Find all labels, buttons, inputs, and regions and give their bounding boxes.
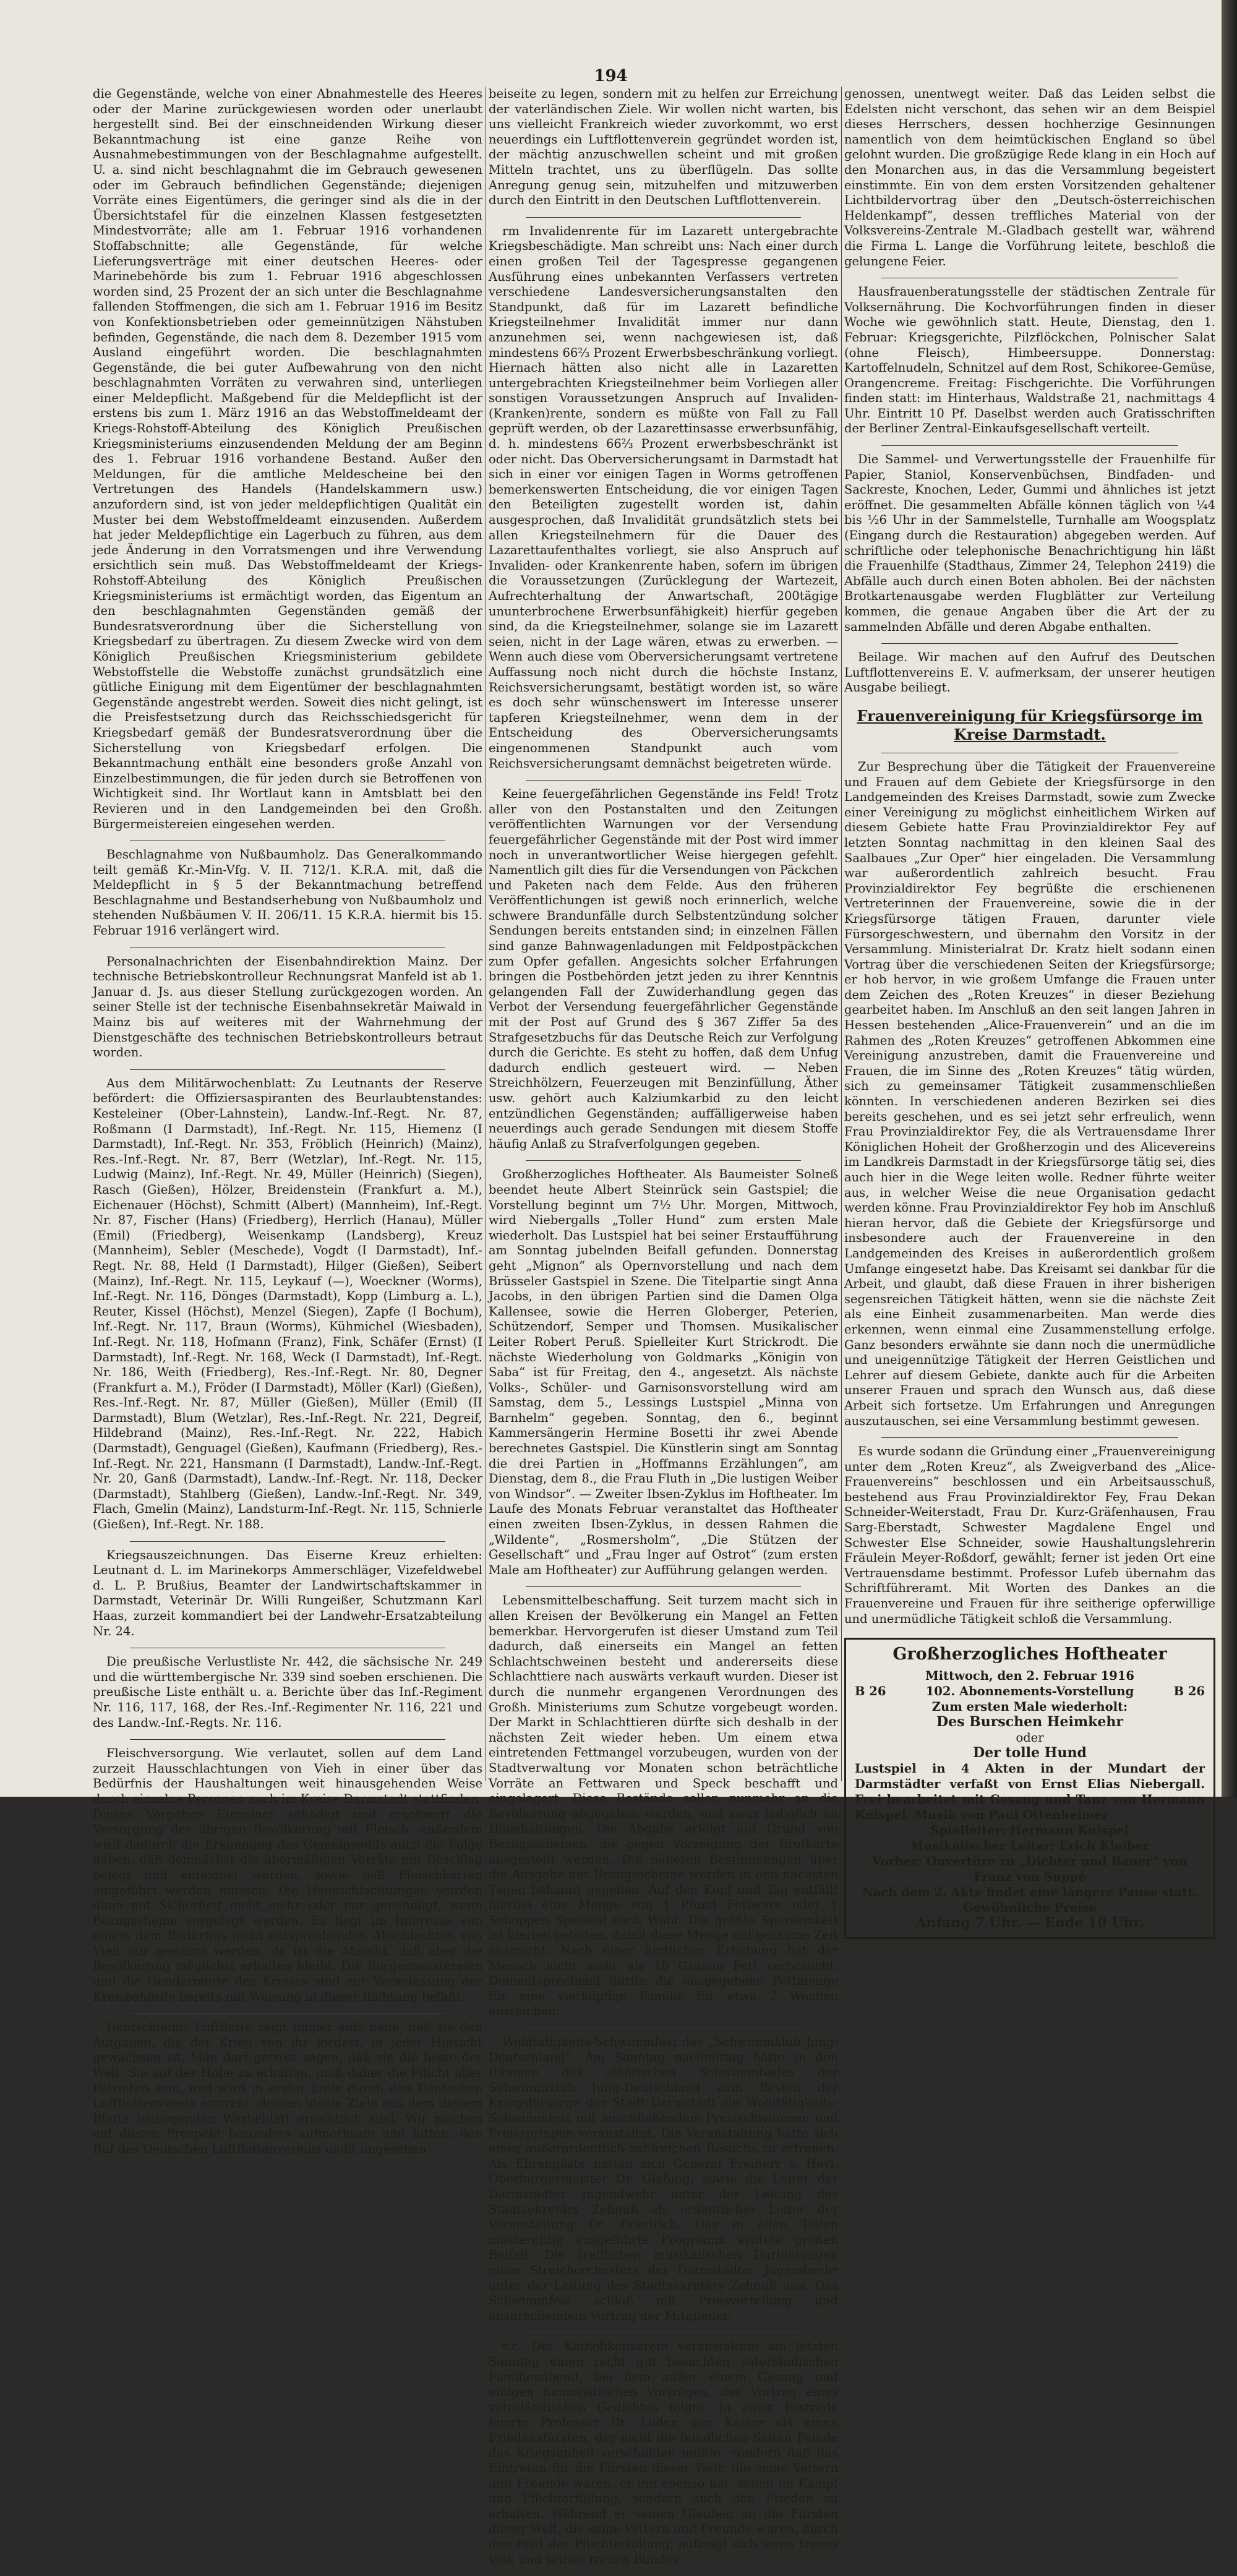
article-paragraph: Hausfrauenberatungsstelle der städtischen Zentrale für Volksernährung. Die Kochvorführungen finden in dieser Woche wie gewöhnlich statt. Heute, Dienstag, den 1. Februar: Kriegsgerichte, Pilzflöckchen, Polnischer Salat (ohne Fleisch), Himbeersuppe. Donnerstag: Kartoffelnudeln, Schnitzel auf dem Rost, Schikoree-Gemüse, Orangencreme. Freitag: Fischgerichte. Die Vorführungen finden statt: im Hinterhaus, Waldstraße 21, nachmittags 4 Uhr. Eintritt 10 Pf. Daselbst werden auch Gratisschriften der Berliner Zentral-Einkaufsgesellschaft verteilt. xyxy=(844,285,1215,436)
article-paragraph: Kriegsauszeichnungen. Das Eiserne Kreuz erhielten: Leutnant d. L. im Marinekorps Ammerschläger, Vizefeldwebel d. L. P. Brußius, Beamter der Landwirtschaftskammer in Darmstadt, Veterinär Dr. Willi Rungeißer, Schutzmann Karl Haas, zurzeit kommandiert bei der Landwehr-Ersatzabteilung Nr. 24. xyxy=(93,1547,482,1638)
article-separator xyxy=(130,2013,445,2014)
article-separator xyxy=(130,1739,445,1740)
theater-or: oder xyxy=(1016,1731,1044,1745)
article-paragraph: Personalnachrichten der Eisenbahndirektion Mainz. Der technische Betriebskontrolleur Rechnungsrat Manfeld ist ab 1. Januar d. Js. aus dieser Stellung zurückgezogen worden. An seiner Stelle ist der technische Eisenbahnsekretär Maiwald in Mainz bis auf weiteres mit der Wahrnehmung der Dienstgeschäfte des technischen Betriebskontrolleurs betraut worden. xyxy=(93,954,482,1060)
article-paragraph: genossen, unentwegt weiter. Daß das Leiden selbst die Edelsten nicht verschont, das sehen wir an dem Beispiel dieses Herrschers, dessen hochherzige Gesinnungen namentlich von dem heimtückischen England so übel gelohnt wurden. Die großzügige Rede klang in ein Hoch auf den Monarchen aus, in das die Versammlung begeistert einstimmte. Ein von dem ersten Vorsitzenden gehaltener Lichtbildervortrag über den „Deutsch-österreichischen Heldenkampf“, dessen treffliches Material von der Volksvereins-Zentrale M.-Gladbach gestellt war, während die Firma L. Lange die Vorführung leitete, beschloß die gelungene Feier. xyxy=(844,87,1215,268)
theater-music-director: Musikalischer Leiter: Erich Kleiber xyxy=(910,1839,1150,1854)
theater-director: Spielleiter: Hermann Knispel xyxy=(930,1823,1129,1838)
theater-title: Großherzogliches Hoftheater xyxy=(892,1645,1167,1664)
column-1 xyxy=(93,87,482,2166)
article-paragraph: rm Invalidenrente für im Lazarett untergebrachte Kriegsbeschädigte. Man schreibt uns: Nach einer durch einen großen Teil der Tagespresse gegangenen Ausführung eines unbekannten Verfassers vertreten verschiedene Landesversicherungsanstalten den Standpunkt, daß für im Lazarett befindliche Kriegsteilnehmer Invalidität immer nur dann anzunehmen sei, wenn nachgewiesen ist, daß mindestens 66⅔ Prozent Erwerbsbeschränkung vorliegt. Hiernach hätten also nicht alle in Lazaretten untergebrachten Kriegsteilnehmer beim Vorliegen aller sonstigen Voraussetzungen Anspruch auf Invaliden-(Kranken)rente, sondern es müßte von Fall zu Fall geprüft werden, ob der Lazarettinsasse erwerbsunfähig, d. h. mindestens 66⅔ Prozent erwerbsbeschränkt ist oder nicht. Das Oberversicherungsamt in Darmstadt hat sich in einer vor einigen Tagen in Worms getroffenen bemerkenswerten Entscheidung, die vor einigen Tagen den Beteiligten zugestellt worden ist, dahin ausgesprochen, daß Invalidität grundsätzlich stets bei allen Kriegsteilnehmern für die Dauer des Lazarettaufenthaltes vorliegt, sie also Anspruch auf Invaliden- oder Krankenrente haben, sofern im übrigen die Voraussetzungen (Zurücklegung der Wartezeit, Aufrechterhaltung der Anwartschaft, 200tägige ununterbrochene Erwerbsunfähigkeit) hierfür gegeben sind, da die Kriegsteilnehmer, solange sie im Lazarett seien, nicht in der Lage wären, etwas zu erwerben. — Wenn auch diese vom Oberversicherungsamt vertretene Auffassung noch nicht durch die höchste Instanz, Reichsversicherungsamt, bestätigt worden ist, so wäre es doch sehr wünschenswert im Interesse unserer tapferen Kriegsteilnehmer, wenn dem in der Entscheidung des Oberversicherungsamts eingenommenen Standpunkt auch vom Reichsversicherungsamt demnächst beigetreten würde. xyxy=(489,223,838,771)
article-paragraph: Deutschlands Luftflotte zeigt immer aufs neue, daß sie den Aufgaben, die der Krieg von ihr fordert, in jeder Hinsicht gewachsen ist. Man darf getrost sagen, daß sie die beste der Welt. Sie auf der Höhe zu erhalten, muß daher die Pflicht aller Patrioten sein, und wird in erster Linie durch den Deutschen Luftflottenverein erstrebt, dessen ideale Ziele aus dem diesem Blatte beiliegenden Werbeblatt ersichtlich sind. Wir machen auf diesen Prospekt besonders aufmerksam und bitten, den Ruf des Deutschen Luftflottenvereins nicht ungesehen xyxy=(93,2020,482,2156)
article-separator xyxy=(881,1437,1178,1438)
theater-prices: Gewöhnliche Preise xyxy=(963,1901,1097,1915)
article-separator xyxy=(526,1160,801,1161)
article-paragraph: v.c. Der Katholikenverein veranstaltete am letzten Sonntag einen recht gut besuchten vaterländischen Familienabend, bei dem außer einem Gesang und einigen humoristischen Vorträgen, der Vortrag eines vaterländischen Gedichtes folgte. In einer Festrede feierte Professor Dr. Lüden den Kaiser als einen Friedensfürsten, der nicht die feindlichen Seiten Feinde das Kriegsunheil verschulden mußte, sondern daß das Eintreten für die Fürsten dieser Welt, die seine Vettern und Freunde waren, er ihn ebenso hat, sehen im Kampf und Pflichterfüllung, sondern auch den Frieden zu erhalten. Während er seinen Glauben an die Fürsten dieser Welt, die seine Vettern und Freunde waren, durch den Pfad der Pflichterfüllung, aufzeigt sich seine treues Volk und seinen treuen Bundes- xyxy=(489,2339,838,2567)
theater-date: Mittwoch, den 2. Februar 1916 xyxy=(925,1669,1134,1684)
article-paragraph: Keine feuergefährlichen Gegenstände ins Feld! Trotz aller von den Postanstalten und den Zeitungen veröffentlichten Warnungen vor der Versendung feuergefährlicher Gegenstände mit der Post wird immer noch in unverantwortlicher Weise hiergegen gefehlt. Namentlich gilt dies für die Versendungen von Päckchen und Paketen nach dem Felde. Aus den früheren Veröffentlichungen ist gewiß noch erinnerlich, welche schwere Brandunfälle durch Selbstentzündung solcher Sendungen bereits entstanden sind; in einzelnen Fällen sind ganze Bahnwagenladungen mit Feldpostpäckchen zum Opfer gefallen. Angesichts solcher Erfahrungen bringen die Postbehörden jetzt jeden zu ihrer Kenntnis gelangenden Fall der Zuwiderhandlung gegen das Verbot der Versendung feuergefährlicher Gegenstände mit der Post auf Grund des § 367 Ziffer 5a des Strafgesetzbuchs für das Deutsche Reich zur Verfolgung durch die Gerichte. Es steht zu hoffen, daß dem Unfug dadurch endlich gesteuert wird. — Neben Streichhölzern, Feuerzeugen mit Benzinfüllung, Äther usw. gehört auch Kalziumkarbid zu den leicht entzündlichen Gegenständen; auffälligerweise haben neuerdings auch gerade Sendungen mit diesem Stoffe häufig Anlaß zu Strafverfolgungen gegeben. xyxy=(489,787,838,1151)
article-separator xyxy=(881,445,1178,446)
page-number: 194 xyxy=(594,67,628,85)
theater-pause: Nach dem 2. Akte findet eine längere Pause statt. xyxy=(862,1885,1198,1900)
article-separator xyxy=(526,217,801,218)
theater-repeat: Zum ersten Male wiederholt: xyxy=(931,1700,1128,1714)
article-paragraph: Zur Besprechung über die Tätigkeit der Frauenvereine und Frauen auf dem Gebiete der Kriegsfürsorge in den Landgemeinden des Kreises Darmstadt, sowie zum Zwecke einer Vereinigung zu möglichst einheitlichem Wirken auf diesem Gebiete hatte Frau Provinzialdirektor Fey auf letzten Sonntag nachmittag in den kleinen Saal des Saalbaues „Zur Oper“ hier eingeladen. Die Versammlung war außerordentlich zahlreich besucht. Frau Provinzialdirektor Fey begrüßte die erschienenen Vertreterinnen der Frauenvereine, sowie die in der Kriegsfürsorge tätigen Frauen, darunter viele Fürsorgeschwestern, und übernahm den Vorsitz in der Versammlung. Ministerialrat Dr. Kratz hielt sodann einen Vortrag über die verschiedenen Seiten der Kriegsfürsorge; er hob hervor, in wie großem Umfange die Frauen unter dem Zeichen des „Roten Kreuzes“ in dieser Beziehung gearbeitet haben. Im Anschluß an den seit langen Jahren in Hessen bestehenden „Alice-Frauenverein“ und an die im Rahmen des „Roten Kreuzes“ getroffenen Abkommen eine Vereinigung anzustreben, damit die Frauenvereine und Frauen, die im Sinne des „Roten Kreuzes“ tätig würden, sich zu gemeinsamer Tätigkeit zusammenschließen könnten. In verschiedenen anderen Bezirken sei dies bereits geschehen, und es sei jetzt sehr erfreulich, wenn Frau Provinzialdirektor Fey, die als Vertrauensdame Ihrer Königlichen Hoheit der Großherzogin und des Alicevereins im Landkreis Darmstadt in der Kriegsfürsorge tätig sei, dies auch hier in die Wege leiten wolle. Redner führte weiter aus, in welcher Weise die neue Organisation gedacht werden könne. Frau Provinzialdirektor Fey hob im Anschluß hieran hervor, daß die Gebiete der Kriegsfürsorge und insbesondere auch der Frauenvereine in den Landgemeinden des Kreises in außerordentlich großem Umfange eingesetzt habe. Das Kreisamt sei dankbar für die Arbeit, und glaubt, daß diese Frauen in ihrer bisherigen segensreichen Tätigkeit hätten, wenn sie die nächste Zeit als eine Einheit zusammenarbeiten. Man werde dies erkennen, wenn einmal eine Zusammenstellung erfolge. Ganz besonders erwähnte sie dann noch die unermüdliche und uneigennützige Tätigkeit der Herren Geistlichen und Lehrer auf diesem Gebiete, dankte auch für die Arbeiten unserer Frauen und sprach den Wunsch aus, daß diese Arbeit sich fortsetze. Um Erfahrungen und Anregungen auszutauschen, sei eine Versammlung bestimmt gewesen. xyxy=(844,759,1215,1428)
column-3 xyxy=(844,87,1215,1939)
theater-announcement xyxy=(844,1638,1215,1939)
theater-description: Lustspiel in 4 Akten in der Mundart der Darmstädter verfaßt von Ernst Elias Niebergall. Frei bearbeitet mit Gesang und Tanz von Hermann Knispel. Musik von Paul Ottenheimer xyxy=(855,1761,1205,1823)
article-paragraph: Wohltätigkeits-Schwimmfest des „Schwimmklub Jung-Deutschland“. Am Sonntag nachmittag hatte in den Räumen des städtischen Schwimmbades der Schwimmklub Jung-Deutschland zum Besten der Kriegsfürsorge der Stadt Darmstadt ein Wohltätigkeits-Schwimmfest mit anschließendem Preisschwimmen und Preisspringen veranstaltet. Die Veranstaltung hatte sich eines außerordentlich zahlreichen Besuchs zu erfreuen. Als Ehrengäste hatten sich General Freiherr v. Heyl, Oberbürgermeister Dr. Gläßing, sowie die Leiter der Darmstädter Jugendwehr unter der Leitung des Stadtsekretärs Zehnuß als ordentlicher Leiter der Veranstaltung Dr. Friedrich. Das in allen Teilen mustergiltig ausgeführte Programm erntete großen Beifall. Die trefflichen musikalischen Darbietungen eines Streichorchesters der Darmstädter Jugendwehr unter der Leitung des Stadtsekretärs Zehnuß usw. Das Schwimmfest schloß mit Preisverteilung und ansprechendem Vortrag der Mitglieder. xyxy=(489,2035,838,2323)
article-separator xyxy=(526,2028,801,2029)
theater-series-row xyxy=(855,1684,1205,1699)
article-paragraph: Aus dem Militärwochenblatt: Zu Leutnants der Reserve befördert: die Offiziersaspiranten des Beurlaubtenstandes: Kesteleiner (Ober-Lahnstein), Landw.-Inf.-Regt. Nr. 87, Roßmann (I Darmstadt), Inf.-Regt. Nr. 115, Hiemenz (I Darmstadt), Inf.-Regt. Nr. 353, Fröblich (Heinrich) (Mainz), Res.-Inf.-Regt. Nr. 87, Berr (Wetzlar), Inf.-Regt. Nr. 115, Ludwig (Mainz), Inf.-Regt. Nr. 49, Müller (Heinrich) (Siegen), Rasch (Gießen), Hölzer, Breidenstein (Frankfurt a. M.), Eichenauer (Höchst), Schmitt (Albert) (Mannheim), Inf.-Regt. Nr. 87, Fischer (Hans) (Friedberg), Herrlich (Hanau), Müller (Emil) (Friedberg), Weisenkamp (Landsberg), Kreuz (Mannheim), Sebler (Meschede), Vogdt (I Darmstadt), Inf.-Regt. Nr. 88, Held (I Darmstadt), Hilger (Gießen), Seibert (Mainz), Inf.-Regt. Nr. 115, Leykauf (—), Woeckner (Worms), Inf.-Regt. Nr. 116, Dönges (Darmstadt), Kopp (Limburg a. L.), Reuter, Kissel (Höchst), Menzel (Siegen), Zapfe (I Bochum), Inf.-Regt. Nr. 117, Braun (Worms), Kühmichel (Wiesbaden), Inf.-Regt. Nr. 118, Hofmann (Franz), Fink, Schäfer (Ernst) (I Darmstadt), Inf.-Regt. Nr. 168, Weck (I Darmstadt), Inf.-Regt. Nr. 186, Weith (Friedberg), Res.-Inf.-Regt. Nr. 80, Degner (Frankfurt a. M.), Fröder (I Darmstadt), Möller (Karl) (Gießen), Res.-Inf.-Regt. Nr. 87, Müller (Gießen), Müller (Emil) (II Darmstadt), Blum (Wetzlar), Res.-Inf.-Regt. Nr. 221, Degreif, Hildebrand (Mainz), Res.-Inf.-Regt. Nr. 222, Habich (Darmstadt), Genguagel (Gießen), Kaufmann (Friedberg), Res.-Inf.-Regt. Nr. 221, Hansmann (I Darmstadt), Landw.-Inf.-Regt. Nr. 20, Ganß (Darmstadt), Landw.-Inf.-Regt. Nr. 118, Decker (Darmstadt), Stahlberg (Gießen), Landw.-Inf.-Regt. Nr. 349, Flach, Gmelin (Mainz), Landsturm-Inf.-Regt. Nr. 115, Schnierle (Gießen), Inf.-Regt. Nr. 188. xyxy=(93,1076,482,1532)
article-paragraph: die Gegenstände, welche von einer Abnahmestelle des Heeres oder der Marine zurückgewiesen worden oder unerlaubt hergestellt sind. Bei der einschneidenden Wirkung dieser Bekanntmachung ist eine ganze Reihe von Ausnahmebestimmungen von der Beschlagnahme aufgestellt. U. a. sind nicht beschlagnahmt die im Gebrauch gewesenen oder im Gebrauch befindlichen Gegenstände; diejenigen Vorräte eines Eigentümers, die geringer sind als die in der Übersichtstafel für die einzelnen Klassen festgesetzten Mindestvorräte; alle am 1. Februar 1916 vorhandenen Stoffabschnitte; alle Gegenstände, für welche Lieferungsverträge mit einer deutschen Heeres- oder Marinebehörde bis zum 1. Februar 1916 abgeschlossen worden sind, 25 Prozent der an sich unter die Beschlagnahme fallenden Stoffmengen, die sich am 1. Februar 1916 im Besitz von Konfektionsbetrieben oder gemeinnützigen Nähstuben befinden, Gegenstände, die nach dem 8. Dezember 1915 vom Ausland eingeführt worden. Die beschlagnahmten Gegenstände, die bei guter Aufbewahrung von den nicht beschlagnahmten Vorräten zu verwahren sind, unterliegen einer Meldepflicht. Maßgebend für die Meldepflicht ist der erstens bis zum 1. März 1916 an das Webstoffmeldeamt der Kriegs-Rohstoff-Abteilung des Königlich Preußischen Kriegsministeriums einzusendenden Meldung der am Beginn des 1. Februar 1916 vorhandene Bestand. Außer den Meldungen, für die amtliche Meldescheine bei den Vertretungen des Handels (Handelskammern usw.) anzufordern sind, ist von jeder meldepflichtigen Qualität ein Muster bei dem Webstoffmeldeamt einzusenden. Außerdem hat jeder Meldepflichtige ein Lagerbuch zu führen, aus dem jede Änderung in den Vorratsmengen und ihre Verwendung ersichtlich sein muß. Das Webstoffmeldeamt der Kriegs-Rohstoff-Abteilung des Königlich Preußischen Kriegsministeriums ist ermächtigt worden, das Eigentum an den beschlagnahmten Gegenständen gemäß der Bundesratsverordnung über die Sicherstellung von Kriegsbedarf zu übertragen. Zu diesem Zwecke wird von dem Königlich Preußischen Kriegsministerium gebildete Webstoffstelle die Webstoffe zunächst grundsätzlich eine gütliche Einigung mit dem Eigentümer der beschlagnahmten Gegenstände angestrebt werden. Soweit dies nicht gelingt, ist die Preisfestsetzung durch das Reichsschiedsgericht für Kriegsbedarf gemäß der Bundesratsverordnung über die Sicherstellung von Kriegsbedarf erfolgen. Die Bekanntmachung enthält eine besonders große Anzahl von Einzelbestimmungen, die für jeden durch sie Betroffenen von Wichtigkeit sind. Ihr Wortlaut kann in Amtsblatt bei den Revieren und in den Landgemeinden bei den Großh. Bürgermeistereien eingesehen werden. xyxy=(93,87,482,831)
binding-edge xyxy=(1222,0,1237,1797)
article-paragraph: Beilage. Wir machen auf den Aufruf des Deutschen Luftflottenvereins E. V. aufmerksam, der unserer heutigen Ausgabe beiliegt. xyxy=(844,650,1215,695)
theater-overture: Vorher: Ouvertüre zu „Dichter und Bauer“ von Franz von Suppé xyxy=(872,1854,1188,1885)
article-separator xyxy=(130,1069,445,1070)
theater-play-title: Des Burschen Heimkehr xyxy=(936,1714,1123,1731)
article-paragraph: Es wurde sodann die Gründung einer „Frauenvereinigung unter dem „Roten Kreuz“, als Zweigverband des „Alice-Frauenvereins“ beschlossen und ein Arbeitsausschuß, bestehend aus Frau Provinzialdirektor Fey, Frau Dekan Schneider-Weiterstadt, Frau Dr. Kurz-Gräfenhausen, Frau Sarg-Eberstadt, Schwester Magdalene Engel und Schwester Else Schneider, sowie Haushaltungslehrerin Fräulein Meyer-Roßdorf, gewählt; ferner ist jeden Ort eine Vertrauensdame bestimmt. Professor Lufeb übernahm das Schriftführeramt. Mit Worten des Dankes an die Frauenvereine und Frauen für ihre seitherige opferwillige und unermüdliche Tätigkeit schloß die Versammlung. xyxy=(844,1444,1215,1626)
article-separator xyxy=(130,1541,445,1542)
theater-times: Anfang 7 Uhr. — Ende 10 Uhr. xyxy=(915,1915,1144,1932)
article-paragraph: Lebensmittelbeschaffung. Seit turzem macht sich in allen Kreisen der Bevölkerung ein Mangel an Fetten bemerkbar. Hervorgerufen ist dieser Umstand zum Teil dadurch, daß einerseits ein Mangel an fetten Schlachtschweinen besteht und andererseits diese Schlachttiere nach auswärts verkauft wurden. Dieser ist durch die nunmehr ergangenen Verordnungen des Großh. Ministeriums zum Schutze vorgebeugt worden. Der Markt in Schlachttieren dürfte sich deshalb in der nächsten Zeit wieder heben. Um einem etwa eintretenden Fettmangel vorzubeugen, wurden von der Stadtverwaltung vor Monaten schon beträchtliche Vorräte an Fettwaren und Speck beschafft und eingelagert. Diese Bestände sollen nunmehr an die Bevölkerung abgegeben werden, und zwar lediglich an Haushaltungen. Die Abgabe erfolgt auf Grund von Bezugsscheinen, die gegen Vorzeigung der Brotkarte ausgestellt werden. Die näheren Bestimmungen über die Ausgabe der Bezugsscheine werden in den nächsten Tagen bekannt gegeben. Auf den Kopf und Tag entfällt hierbei eine Menge von 1 Pfund Fettware oder 1 Schoppen Speiseöl nach Wahl. Die größte Sparsamkeit ist hierbei geboten, damit diese Menge auf geraume Zeit ausreicht. Nach einer ärztlichen Erhebung hat der Mensch nicht mehr als 10 Gramm Fett verbraucht. Dementsprechend dürfte die ausgegebene Fettmenge für eine vierköpfige Familie für etwa 2 Wochen ausreichen. xyxy=(489,1593,838,2019)
article-paragraph: Fleischversorgung. Wie verlautet, sollen auf dem Land zurzeit Hausschlachtungen von Vieh in einer über das Bedürfnis der Haushaltungen weit hinausgehenden Weise durch einzelne Personen auch im Kreise Darmstadt stattfinden. Dieses Vorgehen Einzelner schädigt und erschwert die Versorgung der übrigen Bevölkerung mit Fleisch; außerdem wird dadurch die Erkennung des Gemeinwohls auch die Folge haben, daß demnächst die übermäßigen Vorräte mit Beschlag belegt und enteignet werden, sowie daß Fleischkarten eingeführt werden müssen. Die Hausschlachtungen würden dann mit Sicherheit nicht mehr oder nur genehmigt, wenn Bezugscheine vorgelegt werden. Es liegt im Interesse von einem dem Bedürfnis nicht entsprechenden Abschlachten von Vieh nur gewarnt werden, da ist die Absicht, daß aber die Bevölkerung möglichst erhalten bleibt. Die Bürgermeistereien und die Gendarmerie des Kreises sind zur Veranlassung der Kreisbehörde bereits mit Weisung in dieser Richtung befaßt. xyxy=(93,1746,482,2004)
article-paragraph: Die preußische Verlustliste Nr. 442, die sächsische Nr. 249 und die württembergische Nr. 339 sind soeben erschienen. Die preußische Liste enthält u. a. Berichte über das Inf.-Regiment Nr. 116, 117, 168, der Res.-Inf.-Regimenter Nr. 116, 221 und des Landw.-Inf.-Regts. Nr. 116. xyxy=(93,1654,482,1730)
article-separator xyxy=(526,2332,801,2333)
theater-play-subtitle: Der tolle Hund xyxy=(973,1745,1087,1761)
theater-series-center: 102. Abonnements-Vorstellung xyxy=(925,1684,1134,1699)
article-separator xyxy=(881,643,1178,644)
article-paragraph: Großherzogliches Hoftheater. Als Baumeister Solneß beendet heute Albert Steinrück sein Gastspiel; die Vorstellung beginnt um 7½ Uhr. Morgen, Mittwoch, wird Niebergalls „Toller Hund“ zum ersten Male wiederholt. Das Lustspiel hat bei seiner Erstaufführung am Sonntag jubelnden Beifall gefunden. Donnerstag geht „Mignon“ als Opernvorstellung und nach dem Brüsseler Gastspiel in Szene. Die Titelpartie singt Anna Jacobs, in den übrigen Partien sind die Damen Olga Kallensee, sowie die Herren Globerger, Peterien, Schützendorf, Semper und Thomsen. Musikalischer Leiter Robert Peruß. Spielleiter Kurt Strickrodt. Die nächste Wiederholung von Goldmarks „Königin von Saba“ ist für Freitag, den 4., angesetzt. Als nächste Volks-, Schüler- und Garnisonsvorstellung wird am Samstag, dem 5., Lessings Lustspiel „Minna von Barnhelm“ gegeben. Sonntag, den 6., beginnt Kammersängerin Hermine Bosetti ihr zwei Abende berechnetes Gastspiel. Die Künstlerin singt am Sonntag die drei Partien in „Hoffmanns Erzählungen“, am Dienstag, dem 8., die Frau Fluth in „Die lustigen Weiber von Windsor“. — Zweiter Ibsen-Zyklus im Hoftheater. Im Laufe des Monats Februar veranstaltet das Hoftheater einen zweiten Ibsen-Zyklus, in dessen Rahmen die „Wildente“, „Rosmersholm“, „Die Stützen der Gesellschaft“ und „Frau Inger auf Ostrot“ (zum ersten Male am Hoftheater) zur Aufführung gelangen werden. xyxy=(489,1167,838,1577)
article-separator xyxy=(526,1586,801,1587)
article-separator xyxy=(526,780,801,781)
theater-series-left: B 26 xyxy=(855,1684,886,1699)
column-rule xyxy=(841,87,842,1781)
article-paragraph: beiseite zu legen, sondern mit zu helfen zur Erreichung der vaterländischen Ziele. Wir wollen nicht warten, bis uns vielleicht Frankreich wieder zuvorkommt, wo erst neuerdings ein Luftflottenverein gegründet worden ist, der mächtig anzuschwellen scheint und mit großen Mitteln trachtet, uns zu überflügeln. Das sollte Anregung genug sein, mitzuhelfen und mitzuwerben durch den Eintritt in den Deutschen Luftflottenverein. xyxy=(489,87,838,208)
section-heading: Frauenvereinigung für Kriegsfürsorge im Kreise Darmstadt. xyxy=(857,706,1203,743)
column-2 xyxy=(489,87,838,2576)
theater-series-right: B 26 xyxy=(1173,1684,1205,1699)
article-paragraph: Beschlagnahme von Nußbaumholz. Das Generalkommando teilt gemäß Kr.-Min-Vfg. V. II. 712/1. K.R.A. mit, daß die Meldepflicht in § 5 der Bekanntmachung betreffend Beschlagnahme und Bestandserhebung von Nußbaumholz und stehenden Nußbäumen V. II. 206/11. 15 K.R.A. hiermit bis 15. Februar 1916 verlängert wird. xyxy=(93,847,482,938)
article-paragraph: Die Sammel- und Verwertungsstelle der Frauenhilfe für Papier, Staniol, Konservenbüchsen, Bindfaden- und Sackreste, Knochen, Leder, Gummi und ähnliches ist jetzt eröffnet. Die gesammelten Abfälle können täglich von ¼4 bis ½6 Uhr in der Sammelstelle, Turnhalle am Woogsplatz (Eingang durch die Restauration) abgegeben werden. Auf schriftliche oder telephonische Benachrichtigung hin läßt die Frauenhilfe (Stadthaus, Zimmer 24, Telephon 2419) die Abfälle auch durch einen Boten abholen. Bei der nächsten Brotkartenausgabe werden Flugblätter zur Verteilung kommen, die genaue Angaben über die Art der zu sammelnden Abfälle und deren Abgabe enthalten. xyxy=(844,452,1215,634)
